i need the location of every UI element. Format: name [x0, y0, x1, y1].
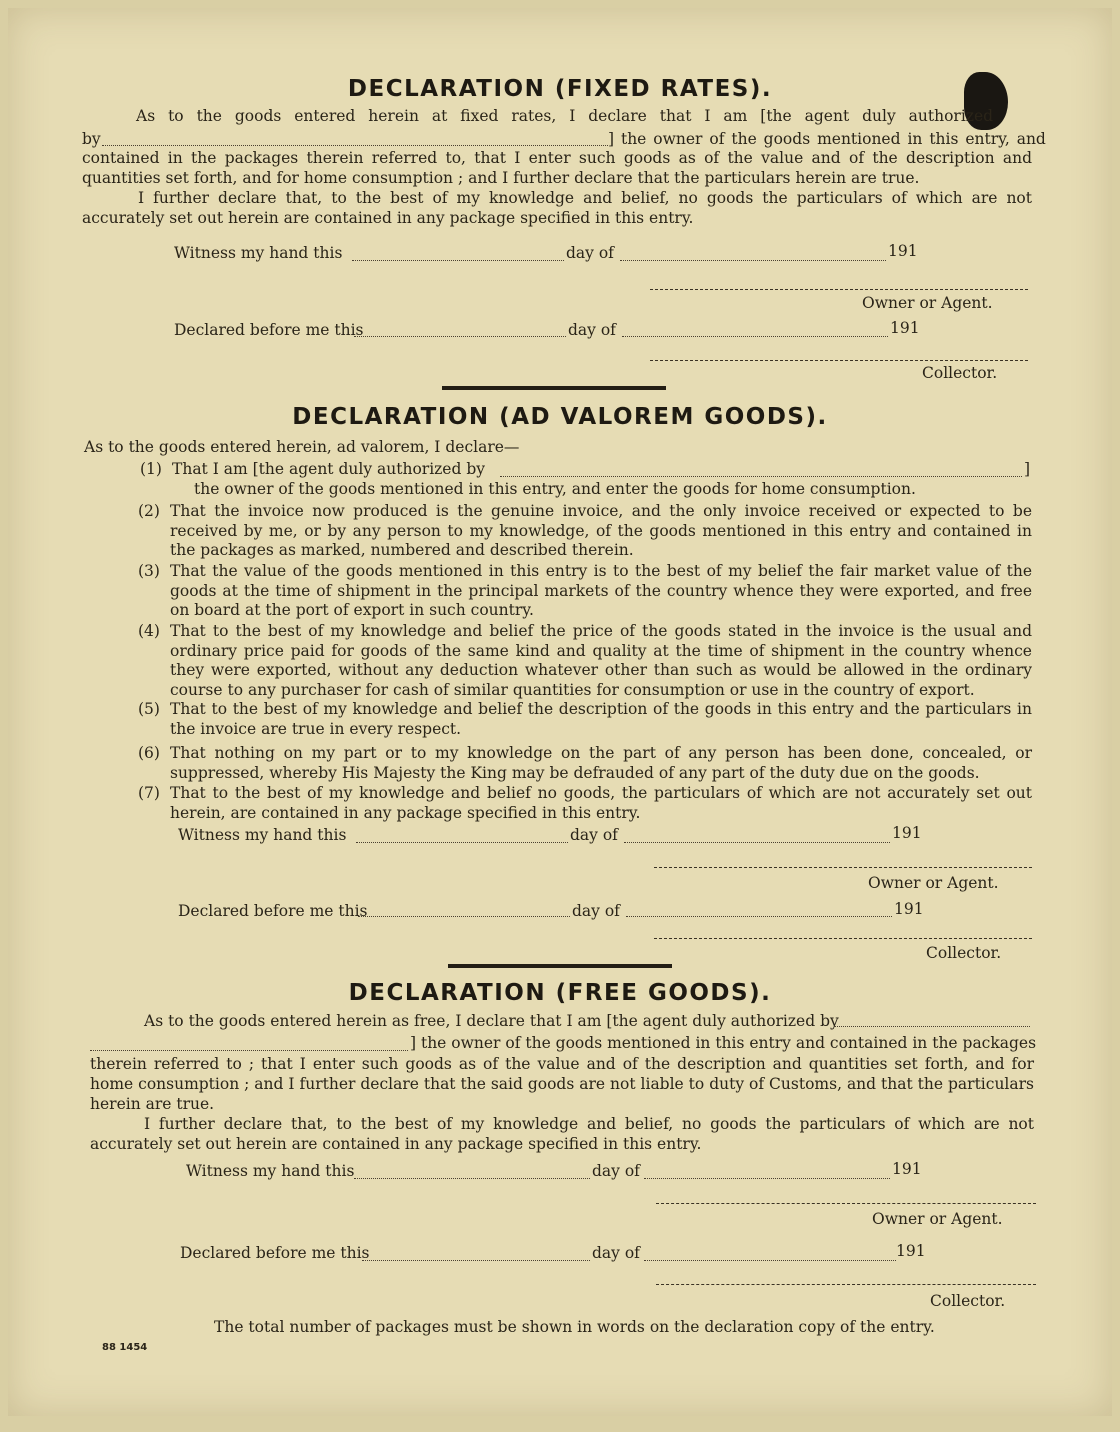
adval-witness-month-field[interactable]: [624, 842, 890, 843]
adval-declared-day-field[interactable]: [358, 916, 570, 917]
form-number: 88 1454: [102, 1342, 148, 1353]
free-witness-day-field[interactable]: [354, 1178, 590, 1179]
adval-declared-dayof: day of: [572, 902, 620, 920]
adval-witness-label: Witness my hand this: [178, 826, 347, 844]
adval-declared-month-field[interactable]: [626, 916, 892, 917]
free-para1-rest: therein referred to ; that I enter such goods as of the value and of the description and quantities set forth, and for home consumption ; and I further declare that the said goods are not liable to duty of Customs, and that the particulars herein are true.: [90, 1055, 1034, 1113]
free-authorized-by-field-2[interactable]: [90, 1050, 408, 1051]
adval-owner-signature-field[interactable]: [654, 867, 1032, 868]
free-collector-label: Collector.: [930, 1292, 1006, 1310]
free-declared-dayof: day of: [592, 1244, 640, 1262]
fixed-declared-month-field[interactable]: [622, 336, 888, 337]
fixed-rates-heading: DECLARATION (FIXED RATES).: [347, 76, 773, 102]
free-owner-signature-field[interactable]: [656, 1203, 1036, 1204]
fixed-para2: I further declare that, to the best of my knowledge and belief, no goods the particulars of which are not accurately set out herein are contained in any package specified in this entry.: [82, 189, 1032, 227]
item-1-text-a: That I am [the agent duly authorized by: [172, 460, 486, 478]
declaration-form-page: [8, 8, 1112, 1416]
item-2-text: That the invoice now produced is the genuine invoice, and the only invoice received or expected to be received by me, or by any person to my knowledge, of the goods mentioned in this entry and contained in the packages as marked, numbered and described therein.: [170, 502, 1032, 559]
item-1-bracket: ]: [1024, 460, 1031, 478]
fixed-owner-signature-field[interactable]: [650, 289, 1028, 290]
item-5-text: That to the best of my knowledge and belief the description of the goods in this entry and the particulars in the invoice are true in every respect.: [170, 700, 1032, 738]
ad-valorem-intro: As to the goods entered herein, ad valorem, I declare—: [84, 438, 520, 456]
item-6-text: That nothing on my part or to my knowledge on the part of any person has been done, concealed, or suppressed, whereby His Majesty the King may be defrauded of any part of the duty due on the goods.: [170, 744, 1032, 782]
free-declared-label: Declared before me this: [180, 1244, 370, 1262]
free-declared-day-field[interactable]: [362, 1260, 590, 1261]
fixed-para1-owner: ] the owner of the goods mentioned in this entry, and: [608, 130, 1046, 148]
adval-collector-signature-field[interactable]: [654, 938, 1032, 939]
fixed-declared-dayof: day of: [568, 321, 616, 339]
fixed-witness-month-field[interactable]: [620, 260, 886, 261]
fixed-declared-year: 191: [890, 319, 920, 337]
item-number: (2): [138, 502, 160, 520]
ad-valorem-heading: DECLARATION (AD VALOREM GOODS).: [292, 404, 828, 430]
fixed-para1-rest: contained in the packages therein referred to, that I enter such goods as of the value and of the description and quantities set forth, and for home consumption ; and I further declare that the particulars herein are true.: [82, 149, 1032, 187]
free-authorized-by-field-1[interactable]: [834, 1026, 1030, 1027]
fixed-witness-dayof: day of: [566, 244, 614, 262]
item-number: (6): [138, 744, 160, 762]
item-number: (1): [140, 460, 162, 478]
fixed-authorized-by-field[interactable]: [102, 145, 608, 146]
fixed-collector-signature-field[interactable]: [650, 360, 1028, 361]
free-goods-heading: DECLARATION (FREE GOODS).: [348, 980, 772, 1006]
ad-valorem-item-5: [138, 700, 1032, 739]
adval-owner-label: Owner or Agent.: [868, 874, 999, 892]
fixed-declared-day-field[interactable]: [354, 336, 566, 337]
ad-valorem-item-4: [138, 622, 1032, 700]
free-declared-year: 191: [896, 1242, 926, 1260]
free-witness-year: 191: [892, 1160, 922, 1178]
ad-valorem-item-7: [138, 784, 1032, 823]
section-divider: [448, 964, 672, 968]
item-1-text-c: the owner of the goods mentioned in this entry, and enter the goods for home consumption.: [194, 480, 916, 498]
item-3-text: That the value of the goods mentioned in this entry is to the best of my belief the fair market value of the goods at the time of shipment in the principal markets of the country whence they were exported, and free on board at the port of export in such country.: [170, 562, 1032, 619]
free-witness-dayof: day of: [592, 1162, 640, 1180]
fixed-witness-year: 191: [888, 242, 918, 260]
free-declared-month-field[interactable]: [644, 1260, 896, 1261]
free-para1-line2: ] the owner of the goods mentioned in this entry and contained in the packages: [410, 1034, 1037, 1052]
adval-declared-year: 191: [894, 900, 924, 918]
item-number: (3): [138, 562, 160, 580]
free-witness-month-field[interactable]: [644, 1178, 890, 1179]
free-para1-line1: As to the goods entered herein as free, I declare that I am [the agent duly authorized by: [144, 1012, 839, 1030]
fixed-witness-label: Witness my hand this: [174, 244, 343, 262]
ad-valorem-item-6: [138, 744, 1032, 783]
footer-note: The total number of packages must be shown in words on the declaration copy of the entry.: [214, 1318, 935, 1336]
ad-valorem-authorized-by-field[interactable]: [500, 476, 1022, 477]
item-number: (5): [138, 700, 160, 718]
adval-witness-day-field[interactable]: [356, 842, 568, 843]
free-owner-label: Owner or Agent.: [872, 1210, 1003, 1228]
adval-declared-label: Declared before me this: [178, 902, 368, 920]
free-para2: I further declare that, to the best of my knowledge and belief, no goods the particulars of which are not accurately set out herein are contained in any package specified in this entry.: [90, 1115, 1034, 1153]
fixed-para1-by: by: [82, 130, 101, 148]
adval-witness-year: 191: [892, 824, 922, 842]
item-4-text: That to the best of my knowledge and belief the price of the goods stated in the invoice is the usual and ordinary price paid for goods of the same kind and quality at the time of shipment in the country whence they were exported, without any deduction whatever other than such as would be allowed in the ordinary course to any purchaser for cash of similar quantities for consumption or use in the country of export.: [170, 622, 1032, 699]
fixed-owner-label: Owner or Agent.: [862, 294, 993, 312]
item-number: (4): [138, 622, 160, 640]
ad-valorem-item-2: [138, 502, 1032, 561]
ad-valorem-item-3: [138, 562, 1032, 621]
free-witness-label: Witness my hand this: [186, 1162, 355, 1180]
fixed-collector-label: Collector.: [922, 364, 998, 382]
adval-collector-label: Collector.: [926, 944, 1002, 962]
fixed-witness-day-field[interactable]: [352, 260, 564, 261]
item-number: (7): [138, 784, 160, 802]
adval-witness-dayof: day of: [570, 826, 618, 844]
free-collector-signature-field[interactable]: [656, 1284, 1036, 1285]
fixed-para1-line1: As to the goods entered herein at fixed rates, I declare that I am [the agent duly authorized: [136, 107, 994, 125]
section-divider: [442, 386, 666, 390]
fixed-declared-label: Declared before me this: [174, 321, 364, 339]
item-7-text: That to the best of my knowledge and belief no goods, the particulars of which are not accurately set out herein, are contained in any package specified in this entry.: [170, 784, 1032, 822]
